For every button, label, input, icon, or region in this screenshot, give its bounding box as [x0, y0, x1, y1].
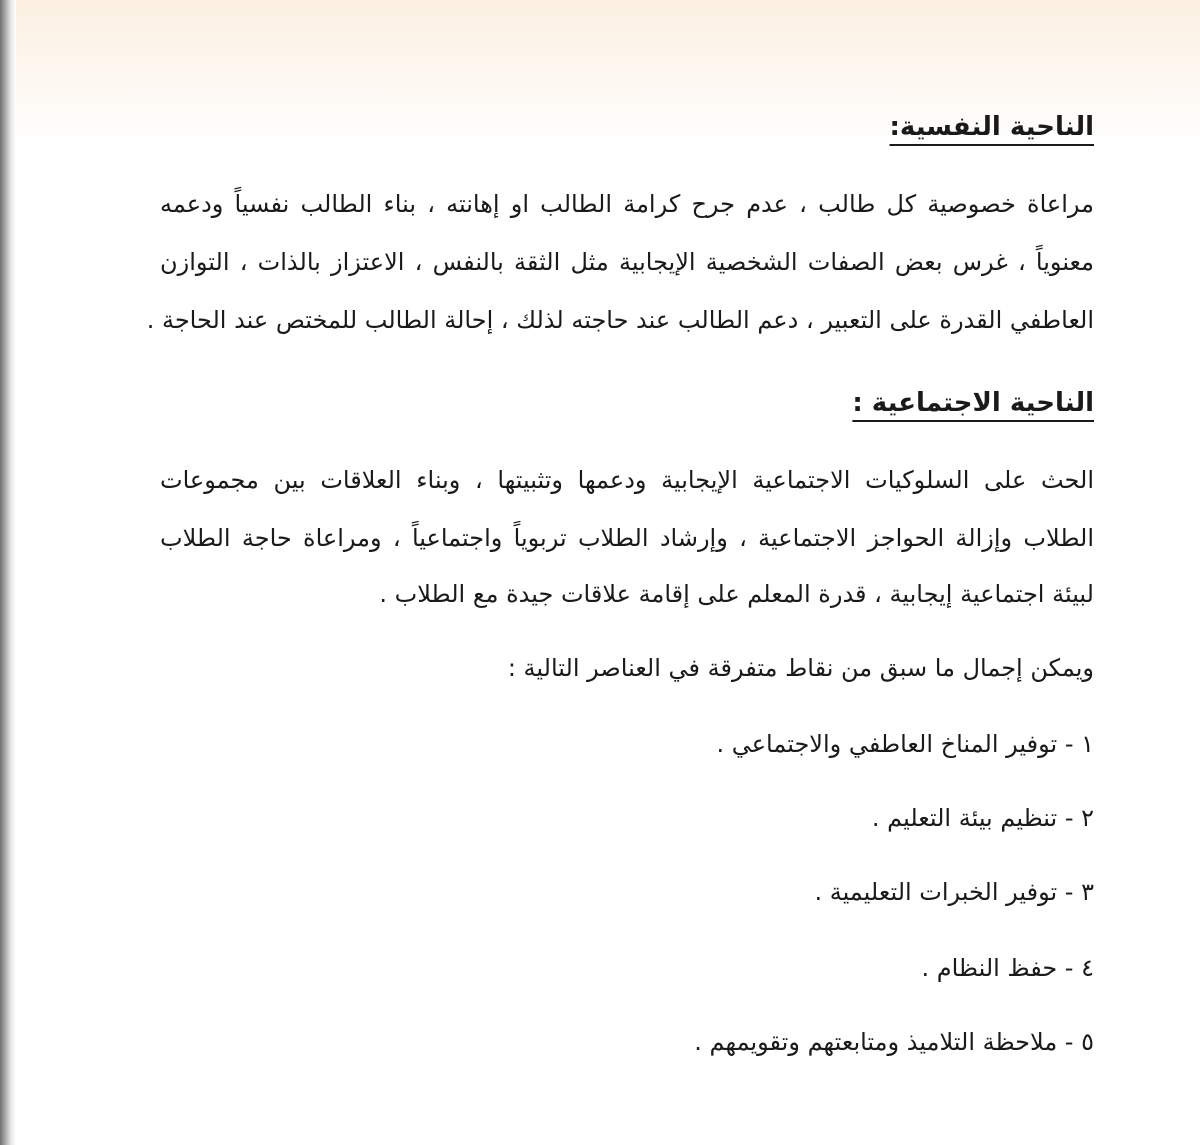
list-item-1: ١ - توفير المناخ العاطفي والاجتماعي . — [716, 730, 1094, 758]
social-line-1: الحث على السلوكيات الاجتماعية الإيجابية ودعمها وتثبيتها ، وبناء العلاقات بين مجموعات — [160, 466, 1094, 494]
summary-intro: ويمكن إجمال ما سبق من نقاط متفرقة في العناصر التالية : — [507, 654, 1094, 682]
psychological-line-2: معنوياً ، غرس بعض الصفات الشخصية الإيجابية مثل الثقة بالنفس ، الاعتزاز بالذات ، التوازن — [160, 248, 1094, 276]
heading-social: الناحية الاجتماعية : — [852, 388, 1094, 418]
social-line-3: لبيئة اجتماعية إيجابية ، قدرة المعلم على إقامة علاقات جيدة مع الطلاب . — [379, 580, 1094, 608]
list-item-2: ٢ - تنظيم بيئة التعليم . — [871, 804, 1094, 832]
list-item-3: ٣ - توفير الخبرات التعليمية . — [814, 878, 1094, 906]
list-item-5: ٥ - ملاحظة التلاميذ ومتابعتهم وتقويمهم . — [694, 1028, 1094, 1056]
social-line-2: الطلاب وإزالة الحواجز الاجتماعية ، وإرشاد الطلاب تربوياً واجتماعياً ، ومراعاة حاجة الطلاب — [160, 524, 1094, 552]
heading-psychological: الناحية النفسية: — [889, 112, 1094, 142]
list-item-4: ٤ - حفظ النظام . — [921, 954, 1094, 982]
psychological-line-3: العاطفي القدرة على التعبير ، دعم الطالب عند حاجته لذلك ، إحالة الطالب للمختص عند الحاجة . — [146, 306, 1094, 334]
psychological-line-1: مراعاة خصوصية كل طالب ، عدم جرح كرامة الطالب او إهانته ، بناء الطالب نفسياً ودعمه — [160, 190, 1094, 218]
